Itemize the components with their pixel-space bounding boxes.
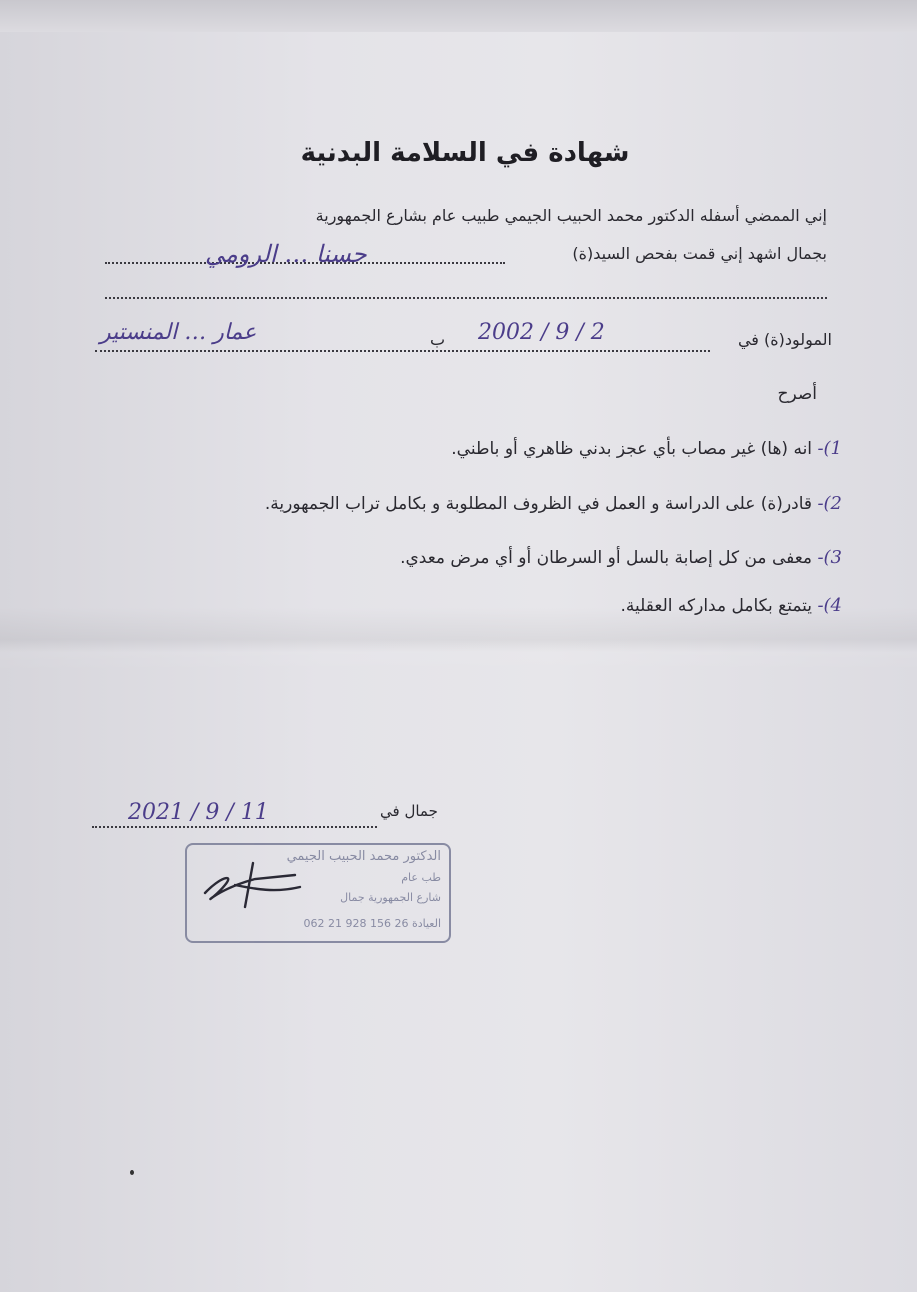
ink-speck bbox=[130, 1170, 134, 1175]
birth-connector: ب bbox=[430, 330, 446, 349]
item-4-text: يتمتع بكامل مداركه العقلية. bbox=[620, 596, 813, 616]
stamp-line-2: طب عام bbox=[401, 871, 441, 884]
item-3-text: معفى من كل إصابة بالسل أو السرطان أو أي مرض معدي. bbox=[400, 548, 813, 568]
birth-place-handwritten: عمار … المنستير bbox=[100, 320, 257, 345]
item-1 bbox=[451, 438, 842, 459]
item-2-text: قادر(ة) على الدراسة و العمل في الظروف المطلوبة و بكامل تراب الجمهورية. bbox=[264, 494, 813, 514]
date-dotted-line bbox=[92, 826, 377, 828]
stamp-line-4: العيادة 26 156 928 21 062 bbox=[303, 917, 441, 930]
item-4 bbox=[621, 595, 842, 616]
handwritten-name: حسنا … الرومي bbox=[205, 240, 367, 268]
item-2-number: 2)- bbox=[817, 493, 842, 514]
top-fold-shadow bbox=[0, 0, 917, 32]
birth-date-handwritten: 2002 / 9 / 2 bbox=[478, 320, 605, 345]
stamp-line-1: الدكتور محمد الحبيب الجيمي bbox=[286, 849, 441, 864]
signature-scribble bbox=[195, 855, 315, 915]
dotted-separator bbox=[105, 297, 827, 299]
stamp-line-3: شارع الجمهورية جمال bbox=[340, 891, 441, 904]
item-3-number: 3)- bbox=[817, 547, 842, 568]
intro-line-2: بجمال اشهد إني قمت بفحص السيد(ة) bbox=[572, 244, 827, 263]
declare-label: أصرح bbox=[777, 384, 817, 404]
document-title: شهادة في السلامة البدنية bbox=[300, 138, 630, 168]
item-1-text: انه (ها) غير مصاب بأي عجز بدني ظاهري أو باطني. bbox=[451, 439, 813, 459]
birth-label: المولود(ة) في bbox=[737, 330, 832, 349]
birth-dotted-line bbox=[95, 350, 710, 352]
intro-line-1: إني الممضي أسفله الدكتور محمد الحبيب الجيمي طبيب عام بشارع الجمهورية bbox=[315, 206, 827, 225]
place-date-label: جمال في bbox=[380, 802, 438, 820]
item-3 bbox=[400, 547, 842, 568]
item-2 bbox=[265, 493, 842, 514]
item-4-number: 4)- bbox=[817, 595, 842, 616]
item-1-number: 1)- bbox=[817, 438, 842, 459]
date-handwritten: 2021 / 9 / 11 bbox=[128, 800, 269, 825]
